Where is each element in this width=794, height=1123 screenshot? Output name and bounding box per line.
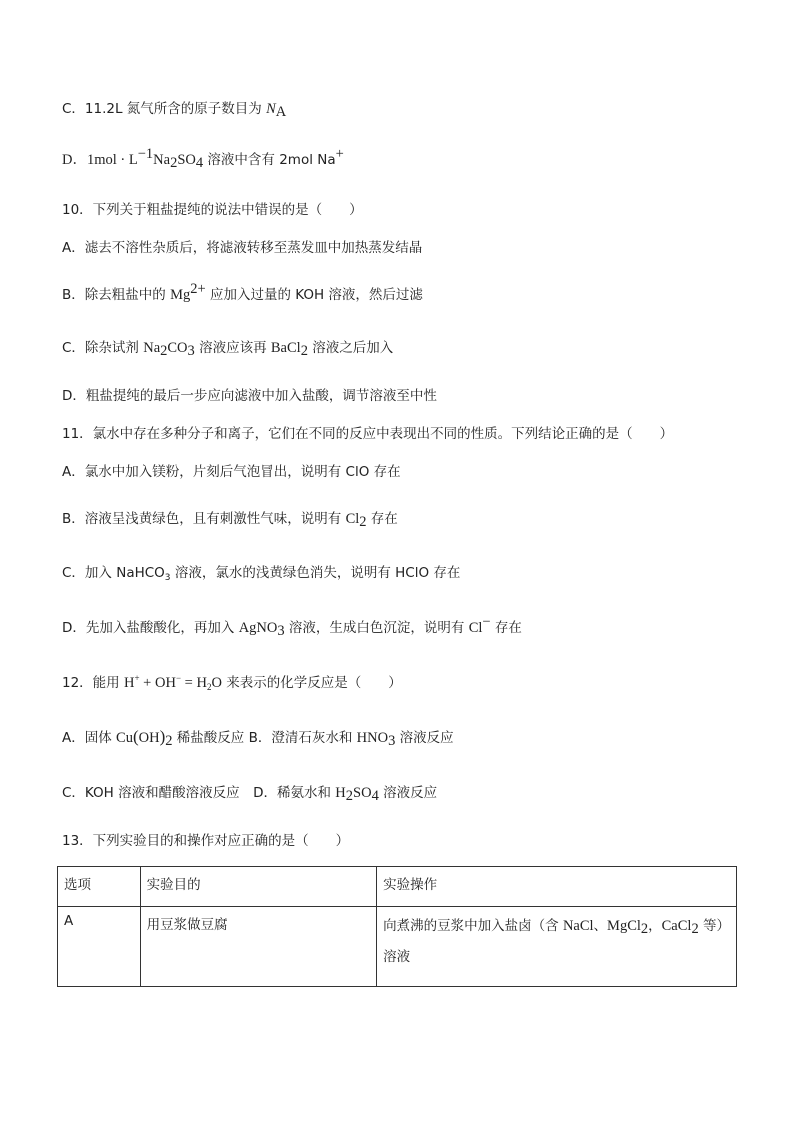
q13-stem: 13．下列实验目的和操作对应正确的是（ ） (62, 833, 350, 849)
header-purpose: 实验目的 (140, 867, 377, 907)
operation-line-2: 溶液 (383, 949, 411, 965)
q10-option-c: C．除杂试剂 $Na_2CO_3$ 溶液应该再 BaCl$_2$ 溶液之后加入 (62, 340, 394, 359)
q9-option-d: D．$1mol \cdot L^{-1}Na_2SO_4$ 溶液中含有 2mol Na+ (62, 146, 344, 171)
q10-option-b: B．除去粗盐中的 $Mg^{2+}$ 应加入过量的 KOH 溶液，然后过滤 (62, 281, 423, 303)
q10-option-d: D．粗盐提纯的最后一步应向滤液中加入盐酸，调节溶液至中性 (62, 388, 437, 404)
q11-option-c: C．加入 NaHCO$_3$ 溶液，氯水的浅黄绿色消失，说明有 HClO 存在 (62, 565, 461, 583)
q9-option-c: C．11.2L 氮气所含的原子数目为 $N_A$ (62, 101, 287, 120)
header-option: 选项 (58, 867, 141, 907)
ionic-equation: $H^+ + OH^- = H_2O$ (123, 673, 222, 692)
q11-stem: 11．氯水中存在多种分子和离子，它们在不同的反应中表现出不同的性质。下列结论正确的是（ ） (62, 426, 674, 442)
q13-table (57, 866, 737, 987)
q10-stem: 10．下列关于粗盐提纯的说法中错误的是（ ） (62, 202, 363, 218)
operation-line-1: 向煮沸的豆浆中加入盐卤（含 NaCl、MgCl$_2$，CaCl$_2$ 等） (383, 918, 730, 937)
q11-option-a: A．氯水中加入镁粉，片刻后气泡冒出，说明有 ClO 存在 (62, 464, 401, 480)
q12-options-ab: A．固体 $Cu(OH)_2$ 稀盐酸反应 B．澄清石灰水和 $HNO_3$ 溶液反应 (62, 727, 454, 749)
q11-option-d: D．先加入盐酸酸化，再加入 AgNO$_3$ 溶液，生成白色沉淀，说明有 Cl− 存在 (62, 614, 522, 639)
q10-option-a: A．滤去不溶性杂质后，将滤液转移至蒸发皿中加热蒸发结晶 (62, 240, 423, 256)
cell-operation (377, 907, 737, 987)
q12-options-cd: C．KOH 溶液和醋酸溶液反应 D．稀氨水和 $H_2SO_4$ 溶液反应 (62, 785, 438, 804)
q12-stem: 12．能用 $H^+ + OH^- = H_2O$ 来表示的化学反应是（ ） (62, 673, 402, 692)
q11-option-b: B．溶液呈浅黄绿色，且有刺激性气味，说明有 $Cl_2$ 存在 (62, 511, 398, 530)
cell-option: A (58, 907, 141, 987)
cell-purpose: 用豆浆做豆腐 (140, 907, 377, 987)
table-row (58, 907, 737, 987)
table-header-row (58, 867, 737, 907)
header-operation: 实验操作 (377, 867, 737, 907)
